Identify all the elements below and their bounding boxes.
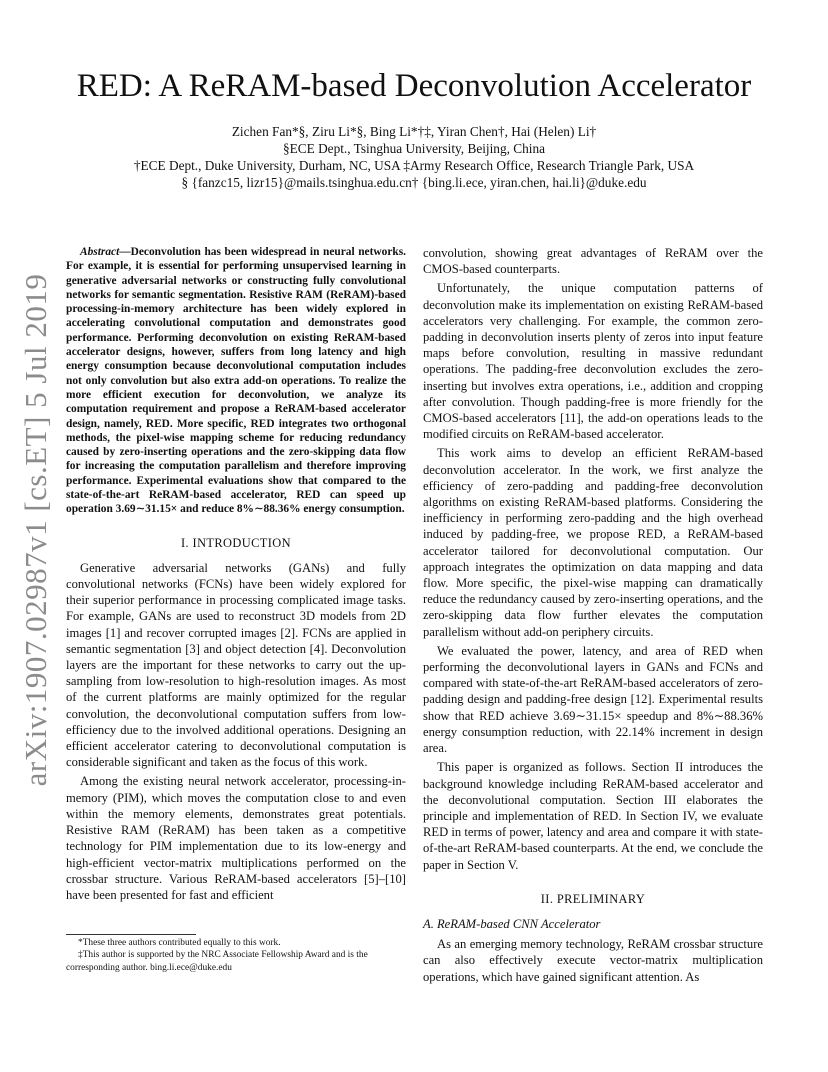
arxiv-identifier-text: arXiv:1907.02987v1 [cs.ET] 5 Jul 2019 <box>18 273 53 787</box>
preliminary-paragraph-1: As an emerging memory technology, ReRAM crossbar structure can also effectively execute vector-matrix multiplication operations, which have gained significant attention. As <box>423 937 763 984</box>
author-names: Zichen Fan*§, Ziru Li*§, Bing Li*†‡, Yiran Chen†, Hai (Helen) Li† <box>231 124 597 139</box>
intro-paragraph-6: This paper is organized as follows. Section II introduces the background knowledge including ReRAM-based accelerator and the deconvolutional computation. Section III elaborates the principle and implementation of RED. In Section IV, we evaluate RED in terms of power, latency and area and compare it with state-of-the-art ReRAM-based counterparts. At the end, we conclude the paper in Section V. <box>423 760 763 872</box>
intro-paragraph-5: We evaluated the power, latency, and area of RED when performing the deconvolutional layers in GANs and FCNs and compared with state-of-the-art ReRAM-based accelerators of zero-padding design and padding-free design [12]. Experimental results show that RED achieve 3.69∼31.15× speedup and 8%∼88.36% energy consumption reduction, with 22.14% increment in design area. <box>423 643 763 756</box>
author-block <box>0 123 828 191</box>
intro-paragraph-3: Unfortunately, the unique computation patterns of deconvolution make its implementation on existing ReRAM-based accelerators very challenging. For example, the common zero-padding in deconvolution inserts plenty of zeros into input feature maps before convolution, resulting in massive redundant operations. The padding-free deconvolution excludes the zero-inserting but involves extra operations, i.e., addition and cropping after convolution. Though padding-free is more friendly for the CMOS-based accelerators [11], the add-on operations leads to the modified circuits on ReRAM-based accelerator. <box>423 281 763 442</box>
affiliation-duke-aro: †ECE Dept., Duke University, Durham, NC, USA ‡Army Research Office, Research Triangle Park, USA <box>133 158 695 173</box>
author-emails: § {fanzc15, lizr15}@mails.tsinghua.edu.cn† {bing.li.ece, yiran.chen, hai.li}@duke.edu <box>181 175 647 190</box>
intro-paragraph-continued: convolution, showing great advantages of ReRAM over the CMOS-based counterparts. <box>423 246 763 277</box>
subsection-heading-reram: A. ReRAM-based CNN Accelerator <box>423 916 601 931</box>
abstract-text: —Deconvolution has been widespread in neural networks. For example, it is essential for performing unsupervised learning in generative adversarial networks or constructing fully convolutional networks for semantic segmentation. Resistive RAM (ReRAM)-based processing-in-memory architecture has been widely explored in accelerating convolutional computation and demonstrates good performance. Performing deconvolution on existing ReRAM-based accelerator designs, however, suffers from long latency and high energy consumption because deconvolutional computation includes not only convolution but also extra add-on operations. To realize the more efficient execution for deconvolution, we analyze its computation requirement and propose a ReRAM-based accelerator design, namely, RED. More specific, RED integrates two orthogonal methods, the pixel-wise mapping scheme for reducing redundancy caused by zero-inserting operations and the zero-skipping data flow for increasing the computation parallelism and therefore improving performance. Experimental evaluations show that compared to the state-of-the-art ReRAM-based accelerator, RED can speed up operation 3.69∼31.15× and reduce 8%∼88.36% energy consumption. <box>66 246 406 516</box>
affiliation-tsinghua: §ECE Dept., Tsinghua University, Beijing, China <box>282 141 546 156</box>
right-column <box>423 245 763 988</box>
abstract <box>66 245 406 517</box>
footnote-equal-contribution: *These three authors contributed equally to this work. <box>78 938 281 948</box>
footnote-corresponding-author: ‡This author is supported by the NRC Associate Fellowship Award and is the corresponding author. bing.li.ece@duke.edu <box>66 950 368 973</box>
section-heading-introduction: I. INTRODUCTION <box>181 535 291 550</box>
section-heading-preliminary: II. PRELIMINARY <box>540 891 646 906</box>
footnote-rule <box>66 934 196 935</box>
intro-paragraph-1: Generative adversarial networks (GANs) and fully convolutional networks (FCNs) have been widely explored for their superior performance in processing complicated image tasks. For example, GANs are used to reconstruct 3D models from 2D images [1] and recover corrupted images [2]. FCNs are applied in semantic segmentation [3] and object detection [4]. Deconvolution layers are the important for these networks to carry out the up-sampling from low-resolution to high-resolution images. As most of the current platforms are mainly optimized for the regular convolution, the deconvolutional computation suffers from low-efficiency due to the involved additional operations. Designing an efficient accelerator catering to deconvolutional computation is considerable significant and taken as the focus of this work. <box>66 560 406 770</box>
footnotes <box>66 934 406 974</box>
paper-title: RED: A ReRAM-based Deconvolution Accelerator <box>76 68 752 104</box>
intro-paragraph-2: Among the existing neural network accelerator, processing-in-memory (PIM), which moves the computation close to and even within the memory elements, demonstrates great potentials. Resistive RAM (ReRAM) has been taken as a competitive technology for PIM implementation due to its low-energy and high-efficient vector-matrix multiplications performed on the crossbar structure. Various ReRAM-based accelerators [5]–[10] have been presented for fast and efficient <box>66 774 406 902</box>
left-column <box>66 245 406 906</box>
abstract-lead: Abstract <box>80 246 120 258</box>
arxiv-identifier-stamp <box>14 273 58 787</box>
intro-paragraph-4: This work aims to develop an efficient ReRAM-based deconvolution accelerator. In the work, we first analyze the efficiency of zero-padding and padding-free deconvolution algorithms on existing ReRAM-based platforms. Considering the inefficiency in performing zero-padding and the high overhead induced by padding-free, we propose RED, a ReRAM-based accelerator tailored for deconvolutional computation. Our approach integrates the optimization on data mapping and data flow. More specific, the pixel-wise mapping can dramatically reduce the redundancy caused by zero-inserting operations, and the zero-skipping data flow further elevates the computation parallelism without add-on periphery circuits. <box>423 446 763 639</box>
